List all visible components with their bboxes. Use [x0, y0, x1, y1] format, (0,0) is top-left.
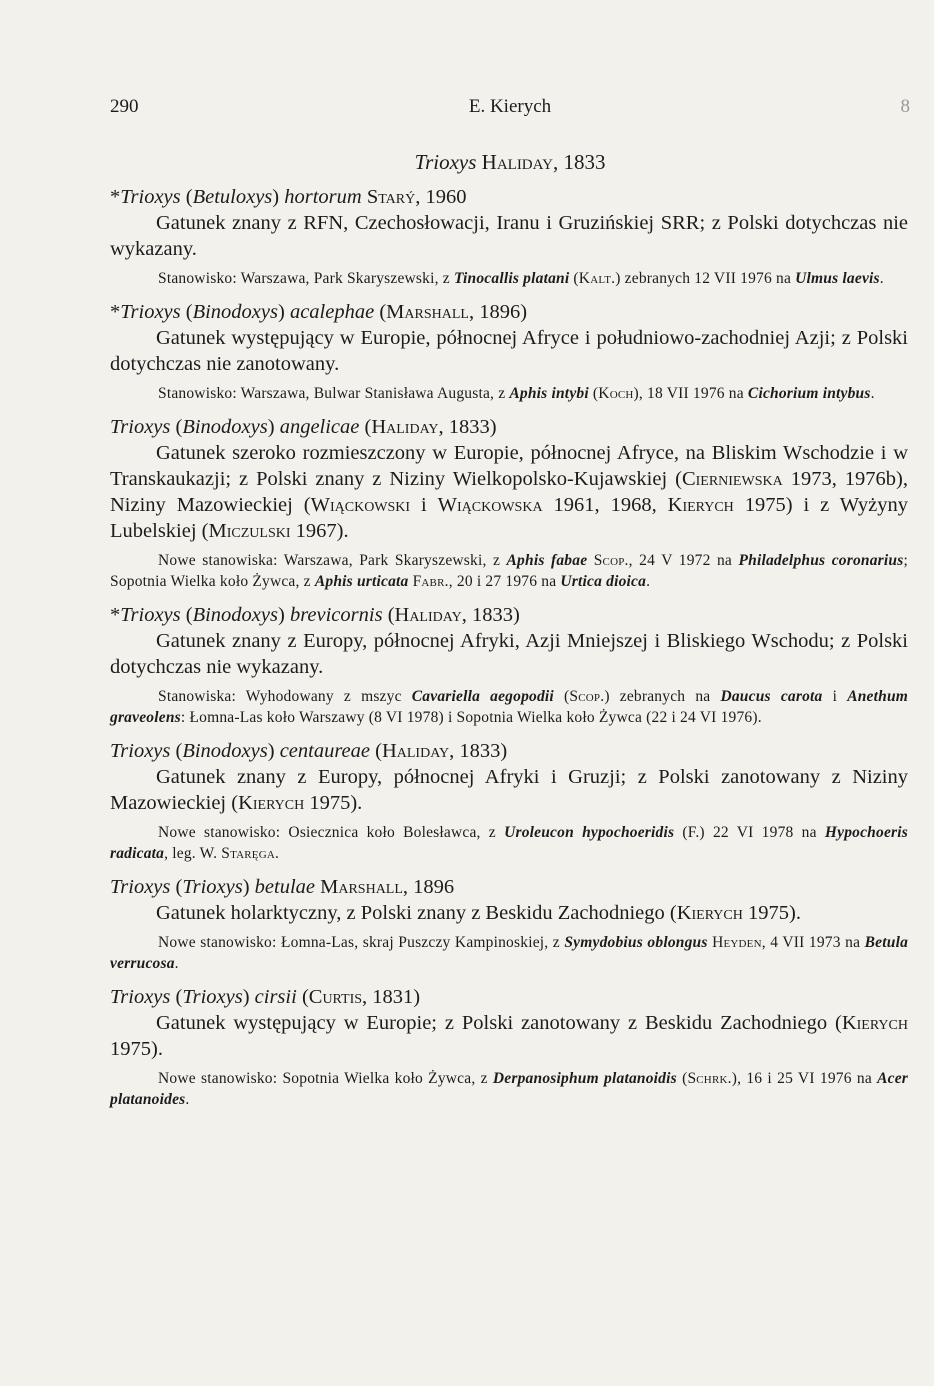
- species-entry: [110, 984, 908, 1110]
- running-header: [110, 96, 910, 120]
- species-description: Gatunek znany z Europy, północnej Afryki, Azji Mniejszej i Bliskiego Wschodu; z Polski dotychczas nie wykazany.: [110, 630, 908, 678]
- species-locality: Nowe stanowisko: Sopotnia Wielka koło Żywca, z Derpanosiphum platanoidis (Schrk.), 16 i 25 VI 1976 na Acer platanoides.: [110, 1070, 909, 1108]
- species-title: *Trioxys (Binodoxys) brevicornis (Haliday, 1833): [110, 604, 520, 626]
- species-entry: [110, 299, 908, 404]
- species-locality: Stanowisko: Warszawa, Bulwar Stanisława Augusta, z Aphis intybi (Koch), 18 VII 1976 na Cichorium intybus.: [158, 385, 875, 402]
- species-description: Gatunek szeroko rozmieszczony w Europie, północnej Afryce, na Bliskim Wschodzie i w Transkaukazji; z Polski znany z Niziny Wielkopolsko-Kujawskiej (Cierniewska 1973, 1976b), Niziny Mazowieckiej (Wiąckowski i Wiąckowska 1961, 1968, Kierych 1975) i z Wyżyny Lubelskiej (Miczulski 1967).: [110, 442, 909, 542]
- species-description: Gatunek występujący w Europie, północnej Afryce i południowo-zachodniej Azji; z Polski dotychczas nie zanotowany.: [110, 327, 908, 375]
- species-locality: Nowe stanowiska: Warszawa, Park Skaryszewski, z Aphis fabae Scop., 24 V 1972 na Philadelphus coronarius; Sopotnia Wielka koło Żywca, z Aphis urticata Fabr., 20 i 27 1976 na Urtica dioica.: [110, 552, 908, 590]
- species-title: Trioxys (Trioxys) betulae Marshall, 1896: [110, 876, 455, 898]
- species-locality: Stanowisko: Warszawa, Park Skaryszewski, z Tinocallis platani (Kalt.) zebranych 12 VII 1976 na Ulmus laevis.: [158, 270, 884, 287]
- species-entry: [110, 184, 908, 289]
- genus-year: , 1833: [552, 150, 606, 174]
- species-description: Gatunek znany z Europy, północnej Afryki i Gruzji; z Polski zanotowany z Niziny Mazowieckiej (Kierych 1975).: [110, 766, 908, 814]
- species-locality: Nowe stanowisko: Osiecznica koło Bolesławca, z Uroleucon hypochoeridis (F.) 22 VI 1978 na Hypochoeris radicata, leg. W. Staręga.: [110, 824, 908, 862]
- species-description: Gatunek znany z RFN, Czechosłowacji, Iranu i Gruzińskiej SRR; z Polski dotychczas nie wykazany.: [110, 212, 908, 260]
- running-author: E. Kierych: [468, 96, 552, 117]
- species-title: Trioxys (Trioxys) cirsii (Curtis, 1831): [110, 986, 421, 1008]
- species-list: [110, 184, 908, 1120]
- species-entry: [110, 874, 908, 974]
- species-title: Trioxys (Binodoxys) centaureae (Haliday, 1833): [110, 740, 508, 762]
- species-entry: [110, 602, 908, 728]
- corner-mark: 8: [900, 96, 910, 117]
- species-locality: Stanowiska: Wyhodowany z mszyc Cavariella aegopodii (Scop.) zebranych na Daucus carota i Anethum graveolens: Łomna-Las koło Warszawy (8 VI 1978) i Sopotnia Wielka koło Żywca (22 i 24 VI 1976).: [110, 688, 909, 726]
- species-title: Trioxys (Binodoxys) angelicae (Haliday, 1833): [110, 416, 497, 438]
- page-number: 290: [110, 96, 139, 117]
- species-locality: Nowe stanowisko: Łomna-Las, skraj Puszczy Kampinoskiej, z Symydobius oblongus Heyden, 4 VII 1973 na Betula verrucosa.: [110, 934, 909, 972]
- species-title: *Trioxys (Betuloxys) hortorum Starý, 1960: [110, 186, 467, 208]
- species-title: *Trioxys (Binodoxys) acalephae (Marshall, 1896): [110, 301, 528, 323]
- species-entry: [110, 738, 908, 864]
- species-description: Gatunek holarktyczny, z Polski znany z Beskidu Zachodniego (Kierych 1975).: [156, 902, 801, 924]
- genus-heading: [110, 150, 910, 175]
- species-entry: [110, 414, 908, 592]
- genus-name: Trioxys: [414, 150, 477, 174]
- species-description: Gatunek występujący w Europie; z Polski zanotowany z Beskidu Zachodniego (Kierych 1975).: [110, 1012, 908, 1060]
- genus-author: Haliday: [481, 150, 553, 174]
